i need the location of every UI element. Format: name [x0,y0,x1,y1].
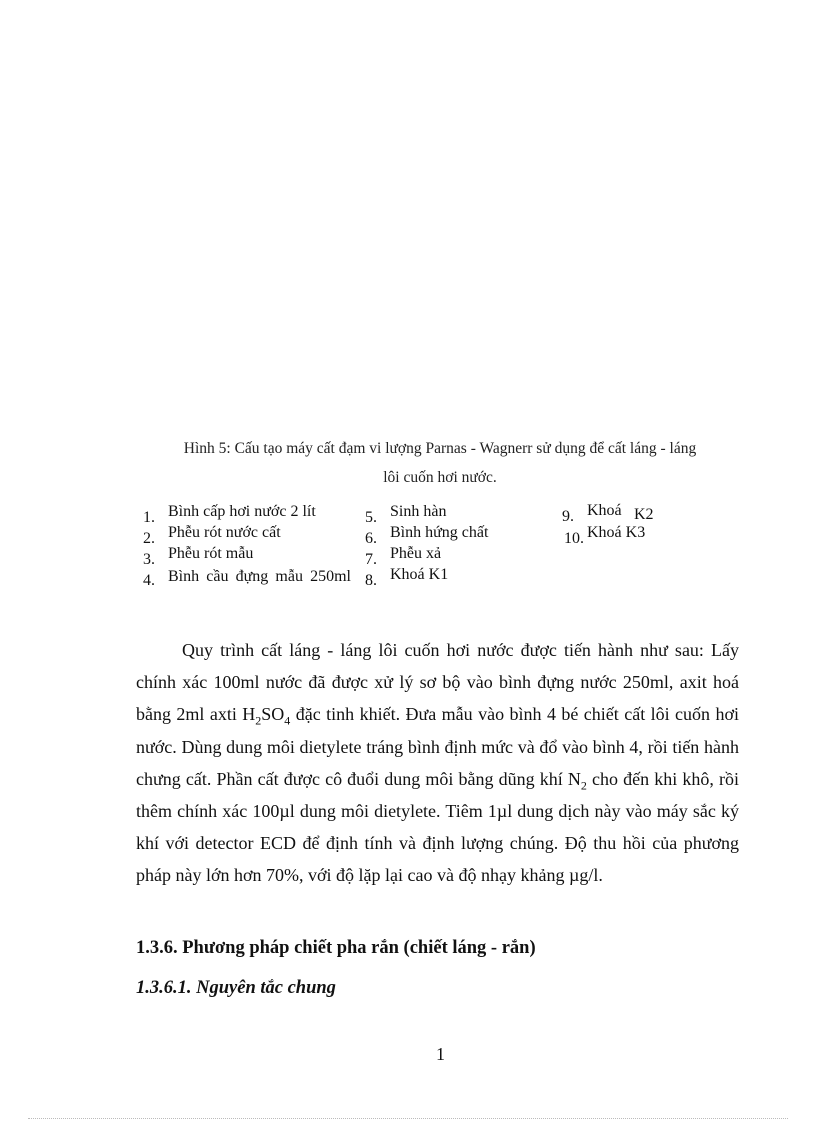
legend-number: 3. [143,551,155,568]
legend-number: 6. [365,530,377,547]
legend-text: Bình hứng chất [390,524,489,541]
paragraph-text: SO [261,704,285,725]
legend-text: Bình cầu đựng mẫu 250ml [168,568,351,585]
caption-line-1: Hình 5: Cấu tạo máy cất đạm vi lượng Parnas - Wagnerr sử dụng để cất láng - láng [183,440,697,457]
page-number: 1 [436,1044,445,1064]
legend-text: Sinh hàn [390,503,447,520]
legend-text-suffix: K2 [634,506,654,523]
legend-text: Phễu xả [390,545,442,562]
legend-text: Khoá [587,502,622,519]
subscript: 2 [255,714,262,728]
paragraph-text: cho đến khi khô, rồi thêm chính xác 100µl dung môi dietylete. Tiêm 1µl dung dịch này vào máy sắc ký khí với detector ECD để định tính và định lượng chúng. Độ thu hồi của phương pháp này lớn hơn 70%, với độ lặp lại cao và độ nhạy khảng µg/l. [136,768,739,886]
subscript: 2 [580,778,587,793]
legend-number: 8. [365,572,377,589]
legend-text: Khoá K1 [390,566,449,583]
legend-text: Phễu rót mẫu [168,545,254,562]
body-paragraph [136,634,739,892]
legend-text: Bình cấp hơi nước 2 lít [168,503,316,520]
paragraph-text: Quy trình cất láng - láng lôi cuốn hơi nước được tiến hành như sau: Lấy chính xác 100ml nước đã được xử lý sơ bộ vào bình đựng nước 250ml, axit hoá bằng 2ml axti H [136,640,739,725]
legend-number: 7. [365,551,377,568]
subsection-heading: 1.3.6.1. Nguyên tắc chung [136,978,336,998]
legend-number: 2. [143,530,155,547]
legend-number: 10. [564,530,584,547]
caption-line-2: lôi cuốn hơi nước. [383,469,497,486]
legend-number: 4. [143,572,155,589]
legend-text: Khoá K3 [587,524,646,541]
subscript: 4 [284,714,291,728]
legend-number: 1. [143,509,155,526]
legend-number: 9. [562,508,574,525]
paragraph-text: đặc tinh khiết. Đưa mẫu vào bình 4 bé chiết cất lôi cuốn hơi nước. Dùng dung môi dietylete tráng bình định mức và đổ vào bình 4, rồi tiến hành chưng cất. Phần cất được cô đuổi dung môi bằng dũng khí N [136,704,740,789]
page-footer-divider [28,1118,788,1119]
legend-text: Phễu rót nước cất [168,524,281,541]
section-heading: 1.3.6. Phương pháp chiết pha rắn (chiết láng - rắn) [136,938,536,958]
legend-number: 5. [365,509,377,526]
